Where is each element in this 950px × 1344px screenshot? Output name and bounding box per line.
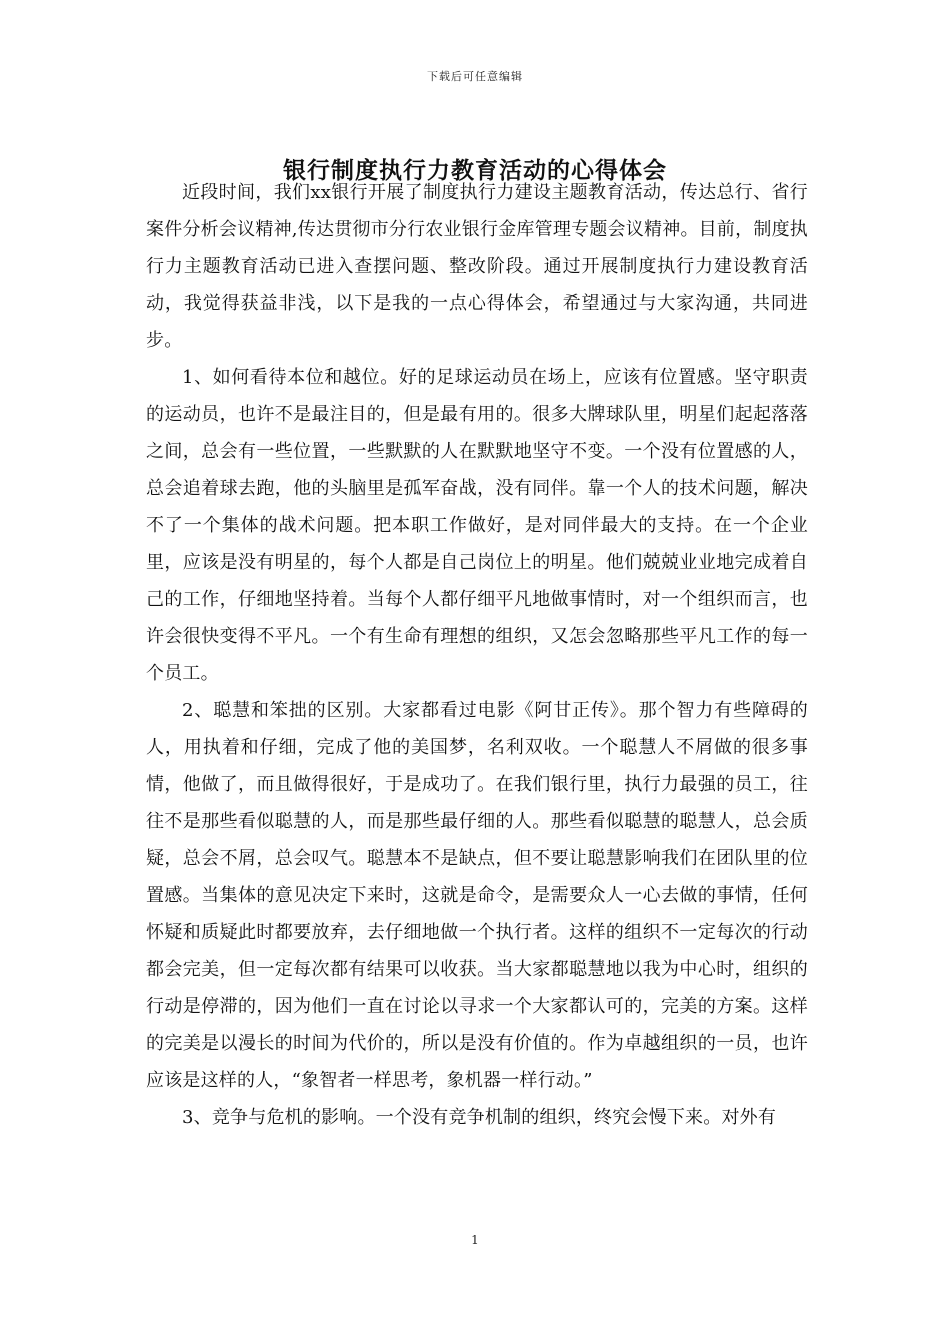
paragraph-point-3: 3、竞争与危机的影响。一个没有竞争机制的组织，终究会慢下来。对外有 — [182, 1107, 777, 1128]
paragraph-intro: 近段时间，我们xx银行开展了制度执行力建设主题教育活动，传达总行、省行案件分析会议精神,传达贯彻市分行农业银行金库管理专题会议精神。目前，制度执行力主题教育活动已进入查摆问题、整改阶段。通过开展制度执行力建设教育活动，我觉得获益非浅，以下是我的一点心得体会，希望通过与大家沟通，共同进步。 — [146, 182, 808, 351]
document-body — [146, 174, 808, 1136]
header-note: 下载后可任意编辑 — [427, 70, 523, 83]
paragraph-point-1: 1、如何看待本位和越位。好的足球运动员在场上，应该有位置感。坚守职责的运动员，也许不是最注目的，但是最有用的。很多大牌球队里，明星们起起落落之间，总会有一些位置，一些默默的人在默默地坚守不变。一个没有位置感的人，总会追着球去跑，他的头脑里是孤军奋战，没有同伴。靠一个人的技术问题，解决不了一个集体的战术问题。把本职工作做好，是对同伴最大的支持。在一个企业里，应该是没有明星的，每个人都是自己岗位上的明星。他们兢兢业业地完成着自己的工作，仔细地坚持着。当每个人都仔细平凡地做事情时，对一个组织而言，也许会很快变得不平凡。一个有生命有理想的组织，又怎会忽略那些平凡工作的每一个员工。 — [146, 367, 808, 684]
page-number: 1 — [471, 1233, 479, 1247]
document-title: 银行制度执行力教育活动的心得体会 — [283, 157, 667, 184]
paragraph-point-2: 2、聪慧和笨拙的区别。大家都看过电影《阿甘正传》。那个智力有些障碍的人，用执着和仔细，完成了他的美国梦，名利双收。一个聪慧人不屑做的很多事情，他做了，而且做得很好，于是成功了。在我们银行里，执行力最强的员工，往往不是那些看似聪慧的人，而是那些最仔细的人。那些看似聪慧的聪慧人，总会质疑，总会不屑，总会叹气。聪慧本不是缺点，但不要让聪慧影响我们在团队里的位置感。当集体的意见决定下来时，这就是命令，是需要众人一心去做的事情，任何怀疑和质疑此时都要放弃，去仔细地做一个执行者。这样的组织不一定每次的行动都会完美，但一定每次都有结果可以收获。当大家都聪慧地以我为中心时，组织的行动是停滞的，因为他们一直在讨论以寻求一个大家都认可的，完美的方案。这样的完美是以漫长的时间为代价的，所以是没有价值的。作为卓越组织的一员，也许应该是这样的人，“象智者一样思考，象机器一样行动。” — [146, 700, 808, 1091]
